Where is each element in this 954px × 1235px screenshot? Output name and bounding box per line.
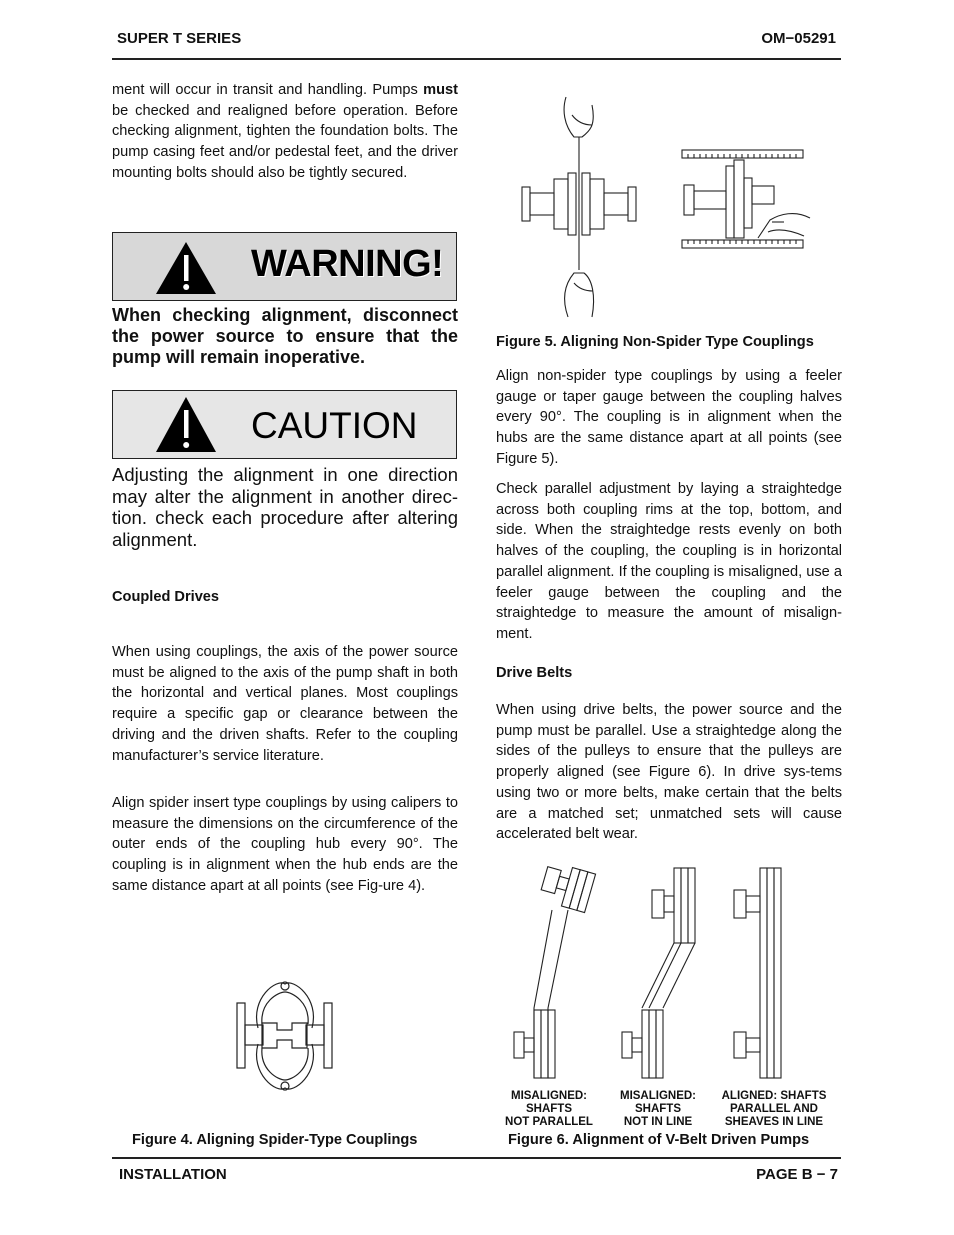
figure6-label-not-in-line: MISALIGNED: SHAFTS NOT IN LINE [619, 1090, 697, 1128]
parallel-adjustment-paragraph: Check parallel adjustment by laying a straightedge across both coupling rims at the top, bottom, and side. When the straightedge rests evenly on both halves of the coupling, the coupling is in horizontal parallel alignment. If the coupling is misaligned, use a feeler gauge between the coupling and the straightedge to measure the amount of misalign-ment. [496, 481, 842, 642]
caution-message: Adjusting the alignment in one direction may alter the alignment in another direc-tion. check each procedure after altering alignment. [112, 464, 458, 550]
figure5-feeler-gauge-drawing [518, 95, 642, 320]
footer-left: INSTALLATION [119, 1166, 227, 1183]
figure6-aligned-drawing [732, 868, 802, 1083]
caution-box [112, 390, 457, 459]
warning-title: WARNING! [251, 243, 444, 285]
coupled-drives-para1: When using couplings, the axis of the power source must be aligned to the axis of the pump shaft in both the horizontal and vertical planes. Most couplings require a specific gap or clearance between the driving and the driven shafts. Refer to the coupling manufacturer’s service literature. [112, 644, 458, 764]
header-right: OM−05291 [761, 30, 836, 47]
footer-right: PAGE B − 7 [756, 1166, 838, 1183]
figure4-spider-coupling-drawing [232, 978, 338, 1096]
figure6-label-aligned: ALIGNED: SHAFTS PARALLEL AND SHEAVES IN LINE [721, 1090, 827, 1128]
header-left: SUPER T SERIES [117, 30, 242, 47]
header-rule [112, 58, 841, 60]
coupled-drives-heading: Coupled Drives [112, 589, 220, 605]
figure6-caption: Figure 6. Alignment of V-Belt Driven Pumps [508, 1132, 810, 1148]
figure6-not-in-line-drawing [618, 868, 708, 1083]
figure5-straightedge-drawing [680, 148, 815, 250]
figure4-caption: Figure 4. Aligning Spider-Type Couplings [132, 1132, 418, 1148]
figure6-label-not-parallel: MISALIGNED: SHAFTS NOT PARALLEL [505, 1090, 593, 1128]
figure5-caption: Figure 5. Aligning Non-Spider Type Couplings [496, 334, 814, 350]
footer-rule [112, 1157, 841, 1159]
caution-triangle-icon [155, 396, 217, 453]
warning-box [112, 232, 457, 301]
warning-triangle-icon [155, 241, 217, 295]
coupled-drives-para2: Align spider insert type couplings by using calipers to measure the dimensions on the circumference of the outer ends of the coupling hub every 90°. The coupling is in alignment when the hub ends are the same distance apart at all points (see Fig-ure 4). [112, 795, 458, 894]
non-spider-paragraph: Align non-spider type couplings by using a feeler gauge or taper gauge between the coupling halves every 90°. The coupling is in alignment when the hubs are the same distance apart at all points (see Figure 5). [496, 368, 842, 467]
drive-belts-paragraph: When using drive belts, the power source and the pump must be parallel. Use a straightedge along the sides of the pulleys to ensure that the pulleys are properly aligned (see Figure 6). In drive sys-tems using two or more belts, make certain that the belts are a matched set; unmatched sets will cause accelerated belt wear. [496, 702, 842, 843]
intro-paragraph: ment will occur in transit and handling. Pumps must be checked and realigned before operation. Before checking alignment, tighten the foundation bolts. The pump casing feet and/or pedestal feet, and the driver mounting bolts should also be tightly secured. [112, 82, 458, 181]
figure6-not-parallel-drawing [510, 868, 600, 1083]
warning-message: When checking alignment, disconnect the power source to ensure that the pump will remain inoperative. [112, 305, 458, 367]
caution-title: CAUTION [251, 405, 418, 446]
drive-belts-heading: Drive Belts [496, 665, 573, 681]
